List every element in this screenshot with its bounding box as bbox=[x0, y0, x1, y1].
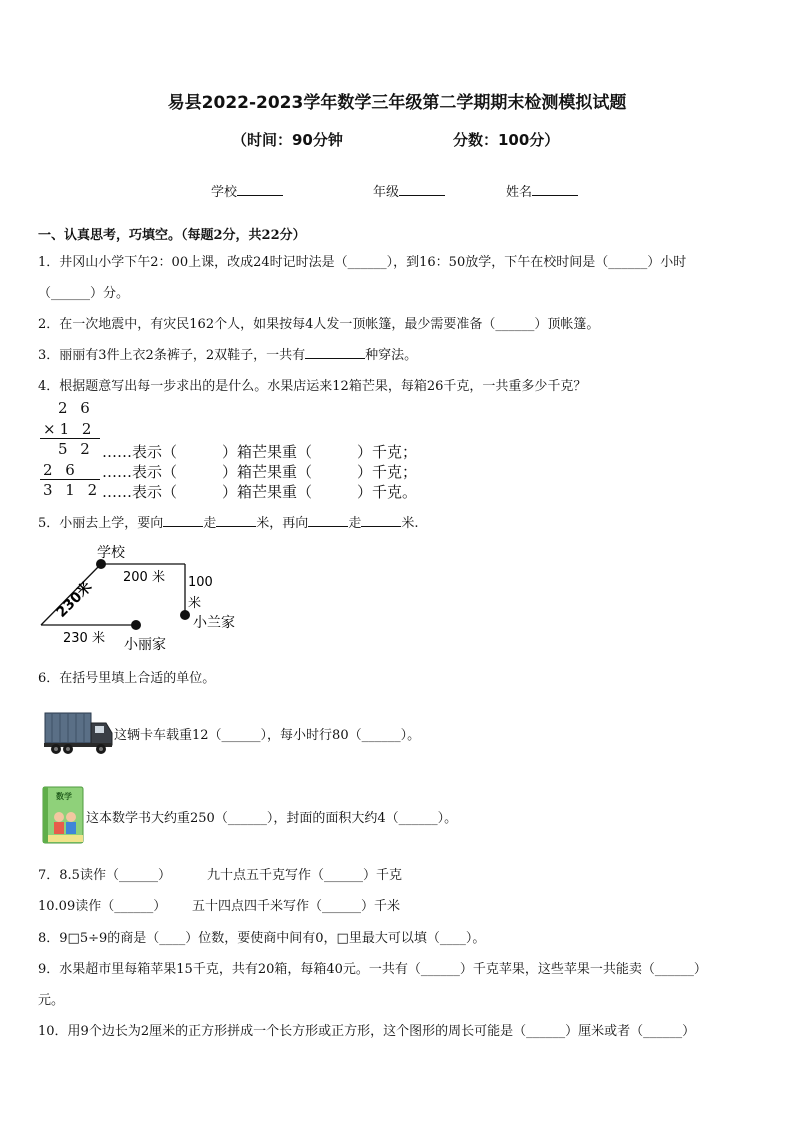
question-6: 6．在括号里填上合适的单位。 bbox=[38, 671, 216, 686]
direction-blank-1[interactable] bbox=[163, 514, 203, 527]
name-field[interactable] bbox=[506, 181, 578, 200]
grade-label: 年级 bbox=[373, 185, 400, 200]
vertical-mult-row-3: 5 2 bbox=[58, 440, 94, 458]
distance-230-bottom: 230 米 bbox=[63, 631, 105, 646]
question-6-truck: 这辆卡车载重12（______），每小时行80（______）。 bbox=[114, 728, 421, 743]
grade-field[interactable] bbox=[373, 181, 445, 200]
question-9-line-2: 元。 bbox=[38, 993, 65, 1008]
truck-icon bbox=[42, 709, 116, 757]
vertical-mult-row-4: 2 6 bbox=[43, 461, 79, 479]
question-1-line-2: （______）分。 bbox=[38, 286, 130, 301]
step-desc-2: ……表示（ ）箱芒果重（ ）千克； bbox=[102, 463, 418, 481]
question-5-part-2: 走 bbox=[203, 516, 217, 531]
question-2: 2．在一次地震中，有灾民162个人，如果按每4人发一顶帐篷，最少需要准备（______）顶帐篷。 bbox=[38, 317, 600, 332]
book-cover-title: 数学 bbox=[56, 792, 72, 801]
question-7-a2: 九十点五千克写作（______）千克 bbox=[207, 868, 403, 883]
mult-rule-2 bbox=[40, 479, 100, 480]
xiaolan-point bbox=[180, 610, 190, 620]
exam-score: 分数：100分） bbox=[453, 131, 560, 149]
question-3-text-a: 3．丽丽有3件上衣2条裤子，2双鞋子，一共有 bbox=[38, 348, 306, 363]
school-label: 学校 bbox=[211, 185, 238, 200]
distance-100-unit: 米 bbox=[188, 596, 202, 611]
step-desc-3: ……表示（ ）箱芒果重（ ）千克。 bbox=[102, 483, 418, 501]
question-3 bbox=[38, 344, 417, 363]
question-8: 8．9□5÷9的商是（____）位数，要使商中间有0，□里最大可以填（____）。 bbox=[38, 931, 486, 946]
math-book-icon bbox=[42, 786, 84, 844]
vertical-mult-row-2: ×1 2 bbox=[43, 420, 96, 438]
question-3-blank[interactable] bbox=[305, 346, 365, 359]
question-3-text-b: 种穿法。 bbox=[365, 348, 418, 363]
exam-time: （时间：90分钟 bbox=[232, 131, 343, 149]
distance-200: 200 米 bbox=[123, 570, 165, 585]
direction-blank-2[interactable] bbox=[308, 514, 348, 527]
mult-rule-1 bbox=[40, 438, 100, 439]
question-1-line-1: 1．井冈山小学下午2：00上课，改成24时记时法是（______），到16：50放学，下午在校时间是（______）小时 bbox=[38, 255, 687, 270]
name-blank[interactable] bbox=[532, 183, 578, 196]
school-label: 学校 bbox=[97, 545, 125, 561]
xiaoli-label: 小丽家 bbox=[124, 637, 166, 653]
question-5-part-1: 5．小丽去上学，要向 bbox=[38, 516, 164, 531]
question-6-book: 这本数学书大约重250（______），封面的面积大约4（______）。 bbox=[86, 811, 458, 826]
question-5 bbox=[38, 512, 418, 531]
question-10: 10．用9个边长为2厘米的正方形拼成一个长方形或正方形，这个图形的周长可能是（______）厘米或者（______） bbox=[38, 1024, 696, 1039]
question-9-line-1: 9．水果超市里每箱苹果15千克，共有20箱，每箱40元。一共有（______）千克苹果，这些苹果一共能卖（______） bbox=[38, 962, 707, 977]
question-7-a1: 7．8.5读作（______） bbox=[38, 868, 171, 883]
xiaolan-label: 小兰家 bbox=[193, 615, 235, 631]
route-diagram bbox=[0, 535, 260, 660]
question-5-part-3: 米，再向 bbox=[256, 516, 309, 531]
question-5-part-4: 走 bbox=[348, 516, 362, 531]
question-5-part-5: 米. bbox=[401, 516, 419, 531]
distance-blank-1[interactable] bbox=[216, 514, 256, 527]
name-label: 姓名 bbox=[506, 185, 533, 200]
distance-blank-2[interactable] bbox=[361, 514, 401, 527]
question-7-b1: 10.09读作（______） bbox=[38, 899, 167, 914]
section-heading: 一、认真思考，巧填空。（每题2分，共22分） bbox=[38, 228, 306, 243]
vertical-mult-row-5: 3 1 2 bbox=[43, 481, 102, 499]
step-desc-1: ……表示（ ）箱芒果重（ ）千克； bbox=[102, 443, 418, 461]
grade-blank[interactable] bbox=[399, 183, 445, 196]
vertical-mult-row-1: 2 6 bbox=[58, 399, 94, 417]
page-title: 易县2022-2023学年数学三年级第二学期期末检测模拟试题 bbox=[167, 93, 627, 113]
xiaoli-point bbox=[131, 620, 141, 630]
distance-100-num: 100 bbox=[188, 575, 213, 590]
school-blank[interactable] bbox=[237, 183, 283, 196]
question-4: 4．根据题意写出每一步求出的是什么。水果店运来12箱芒果，每箱26千克，一共重多少千克？ bbox=[38, 379, 587, 394]
distance-230-diagonal: 230米 bbox=[53, 578, 96, 621]
question-7-b2: 五十四点四千米写作（______）千米 bbox=[192, 899, 401, 914]
school-field[interactable] bbox=[211, 181, 283, 200]
